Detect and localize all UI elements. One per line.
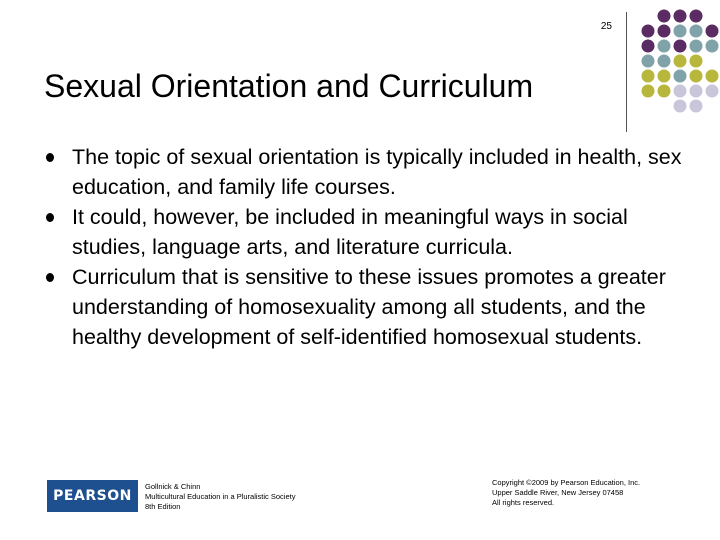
decorative-dot: [642, 40, 655, 53]
decorative-dot: [690, 40, 703, 53]
book-title: Multicultural Education in a Pluralistic Society: [145, 492, 296, 501]
decorative-dot: [674, 70, 687, 83]
bullet-text: The topic of sexual orientation is typically included in health, sex education, and family life courses.: [72, 145, 682, 199]
decorative-dot: [706, 25, 719, 38]
bullet-icon: [46, 273, 54, 282]
copyright-notice: [492, 478, 640, 508]
decorative-dot: [690, 70, 703, 83]
logo-text: PEARSON: [53, 488, 132, 504]
bullet-icon: [46, 213, 54, 222]
book-edition: 8th Edition: [145, 502, 181, 511]
decorative-dot: [642, 55, 655, 68]
bullet-item: [46, 142, 686, 202]
decorative-dot: [674, 85, 687, 98]
decorative-dot: [658, 10, 671, 23]
decorative-dot: [674, 55, 687, 68]
decorative-dot: [642, 25, 655, 38]
decorative-dot: [674, 10, 687, 23]
pearson-logo: [47, 480, 138, 512]
decorative-dot: [706, 70, 719, 83]
decorative-dot: [706, 40, 719, 53]
decorative-dot: [706, 85, 719, 98]
decorative-dot: [690, 55, 703, 68]
bullet-list: [46, 142, 686, 352]
page-number: 25: [600, 21, 612, 32]
decorative-dot: [690, 10, 703, 23]
copyright-line: Upper Saddle River, New Jersey 07458: [492, 488, 624, 497]
copyright-line: All rights reserved.: [492, 498, 555, 507]
decorative-dot: [690, 100, 703, 113]
bullet-text: It could, however, be included in meaningful ways in social studies, language arts, and literature curricula.: [72, 205, 628, 259]
book-info: [145, 482, 295, 512]
decorative-dot: [674, 100, 687, 113]
decorative-dot: [658, 55, 671, 68]
decorative-dot: [674, 25, 687, 38]
decorative-dot: [674, 40, 687, 53]
decorative-dot: [658, 25, 671, 38]
bullet-text: Curriculum that is sensitive to these issues promotes a greater understanding of homosexuality among all students, and the healthy development of self-identified homosexual students.: [72, 265, 666, 349]
decorative-dot: [690, 85, 703, 98]
decorative-dot: [658, 70, 671, 83]
divider-line: [626, 12, 627, 132]
decorative-dot: [642, 85, 655, 98]
bullet-icon: [46, 153, 54, 162]
decorative-dot: [642, 70, 655, 83]
copyright-line: Copyright ©2009 by Pearson Education, Inc.: [492, 478, 641, 487]
decorative-dot: [690, 25, 703, 38]
decorative-dot: [658, 85, 671, 98]
bullet-item: [46, 262, 686, 352]
decorative-dot: [658, 40, 671, 53]
slide-title: Sexual Orientation and Curriculum: [44, 68, 534, 104]
bullet-item: [46, 202, 686, 262]
book-authors: Gollnick & Chinn: [145, 482, 201, 491]
